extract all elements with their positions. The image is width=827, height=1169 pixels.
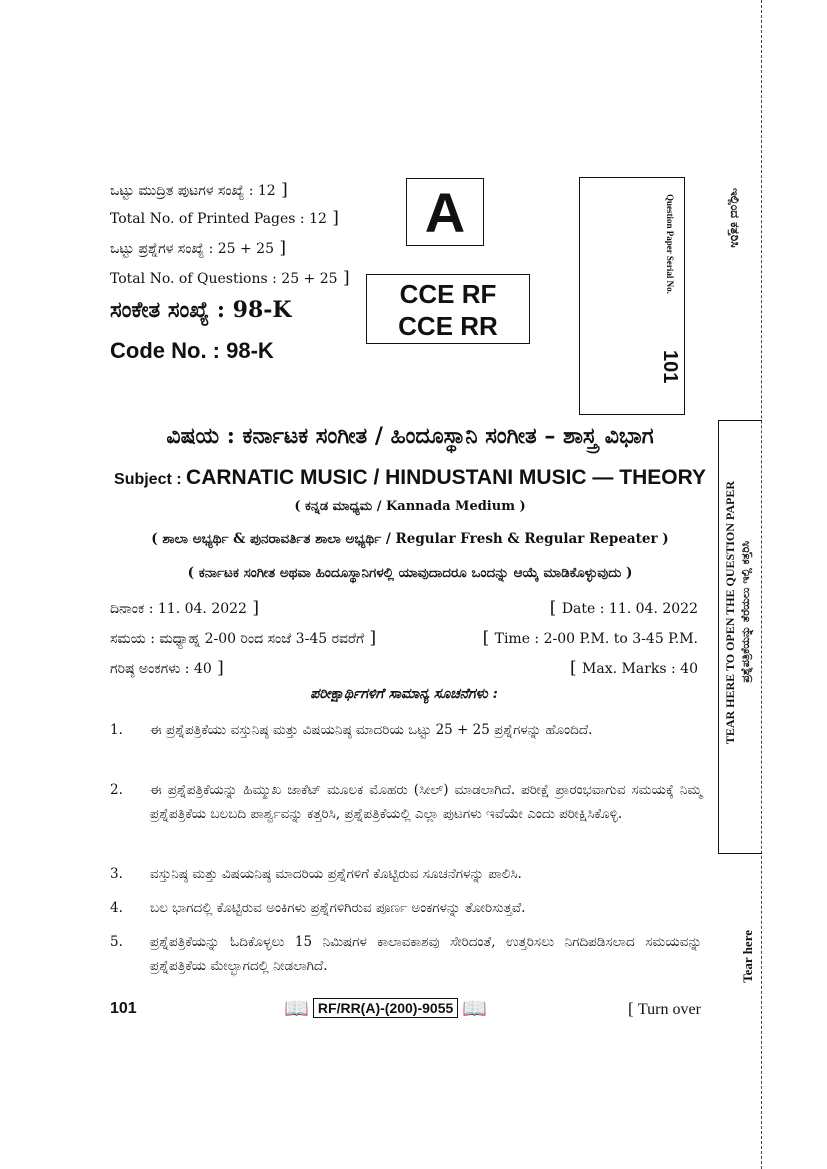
- version-box: [406, 178, 484, 246]
- instruction-item: [110, 930, 702, 978]
- instruction-number: 1.: [110, 722, 123, 738]
- footer-page-number: 101: [110, 1000, 137, 1017]
- subject-theory: THEORY: [619, 466, 706, 489]
- turn-over-label: [ Turn over: [628, 999, 701, 1019]
- instruction-number: 2.: [110, 782, 123, 798]
- code-number-kannada: ಸಂಕೇತ ಸಂಖ್ಯೆ : 98-K: [110, 297, 292, 323]
- instruction-number: 4.: [110, 900, 123, 916]
- choose-subject-line: ( ಕರ್ನಾಟಕ ಸಂಗೀತ ಅಥವಾ ಹಿಂದೂಸ್ಥಾನಿಗಳಲ್ಲಿ ಯಾವುದಾದರೂ ಒಂದನ್ನು ಆಯ್ಕೆ ಮಾಡಿಕೊಳ್ಳುವುದು ): [187, 565, 633, 581]
- exam-type-line2: CCE RR: [398, 311, 498, 341]
- subject-english: [110, 466, 710, 490]
- instruction-item: [110, 896, 702, 920]
- tear-instruction-english: TEAR HERE TO OPEN THE QUESTION PAPER: [723, 481, 737, 745]
- footer-code-group: [284, 998, 487, 1018]
- exam-type-line1: CCE RF: [399, 279, 497, 309]
- instructions-title: ಪರೀಕ್ಷಾರ್ಥಿಗಳಿಗೆ ಸಾಮಾನ್ಯ ಸೂಚನೆಗಳು :: [310, 686, 498, 702]
- total-pages-english: Total No. of Printed Pages : 12 ]: [110, 208, 339, 228]
- exam-type-box: [366, 274, 530, 344]
- code-number-english: Code No. : 98-K: [110, 338, 274, 363]
- total-questions-kannada: ಒಟ್ಟು ಪ್ರಶ್ನೆಗಳ ಸಂಖ್ಯೆ : 25 + 25 ]: [110, 238, 286, 258]
- total-pages-kannada: ಒಟ್ಟು ಮುದ್ರಿತ ಪುಟಗಳ ಸಂಖ್ಯೆ : 12 ]: [110, 180, 288, 200]
- version-letter: A: [424, 180, 466, 244]
- date-kannada: ದಿನಾಂಕ : 11. 04. 2022 ]: [110, 598, 259, 618]
- instruction-item: [110, 778, 702, 826]
- book-icon: 📖: [462, 996, 488, 1020]
- instruction-text: ಈ ಪ್ರಶ್ನೆಪತ್ರಿಕೆಯು ವಸ್ತುನಿಷ್ಠ ಮತ್ತು ವಿಷಯನಿಷ್ಠ ಮಾದರಿಯ ಒಟ್ಟು 25 + 25 ಪ್ರಶ್ನೆಗಳನ್ನು ಹೊಂದಿದೆ.: [150, 722, 593, 738]
- time-row: [110, 628, 698, 648]
- instruction-text: ಬಲ ಭಾಗದಲ್ಲಿ ಕೊಟ್ಟಿರುವ ಅಂಕಿಗಳು ಪ್ರಶ್ನೆಗಳಿಗಿರುವ ಪೂರ್ಣ ಅಂಕಗಳನ್ನು ತೋರಿಸುತ್ತವೆ.: [150, 900, 526, 916]
- subject-main: CARNATIC MUSIC / HINDUSTANI MUSIC —: [186, 466, 620, 489]
- marks-english: [ Max. Marks : 40: [570, 658, 698, 678]
- tear-box[interactable]: [718, 420, 762, 854]
- instruction-text: ಪ್ರಶ್ನೆಪತ್ರಿಕೆಯನ್ನು ಓದಿಕೊಳ್ಳಲು 15 ನಿಮಿಷಗಳ ಕಾಲಾವಕಾಶವು ಸೇರಿದಂತೆ, ಉತ್ತರಿಸಲು ನಿಗದಿಪಡಿಸಲಾದ ಸಮಯವನ್ನು ಪ್ರಶ್ನೆಪತ್ರಿಕೆಯ ಮೇಲ್ಭಾಗದಲ್ಲಿ ನೀಡಲಾಗಿದೆ.: [150, 934, 702, 974]
- medium-line: ( ಕನ್ನಡ ಮಾಧ್ಯಮ / Kannada Medium ): [294, 499, 526, 514]
- serial-number-box: [579, 177, 685, 415]
- tear-here-label: Tear here: [740, 930, 755, 983]
- time-kannada: ಸಮಯ : ಮಧ್ಯಾಹ್ನ 2-00 ರಿಂದ ಸಂಜೆ 3-45 ರವರೆಗೆ ]: [110, 628, 376, 648]
- subject-kannada: ವಿಷಯ : ಕರ್ನಾಟಕ ಸಂಗೀತ / ಹಿಂದೂಸ್ಥಾನಿ ಸಂಗೀತ – ಶಾಸ್ತ್ರ ವಿಭಾಗ: [166, 423, 654, 449]
- book-icon: 📖: [284, 996, 309, 1020]
- candidate-type-line: ( ಶಾಲಾ ಅಭ್ಯರ್ಥಿ & ಪುನರಾವರ್ತಿತ ಶಾಲಾ ಅಭ್ಯರ್ಥಿ / Regular Fresh & Regular Repeater ): [151, 531, 669, 547]
- instruction-number: 5.: [110, 934, 123, 950]
- total-questions-english: Total No. of Questions : 25 + 25 ]: [110, 268, 350, 288]
- date-english: [ Date : 11. 04. 2022: [550, 598, 698, 618]
- tear-instruction-kannada: ಪ್ರಶ್ನೆಪತ್ರಿಕೆಯನ್ನು ತೆರೆಯಲು ಇಲ್ಲಿ ಕತ್ತರಿಸಿ: [739, 541, 752, 683]
- footer-code: RF/RR(A)-(200)-9055: [313, 998, 458, 1018]
- instruction-number: 3.: [110, 866, 123, 882]
- instruction-text: ವಸ್ತುನಿಷ್ಠ ಮತ್ತು ವಿಷಯನಿಷ್ಠ ಮಾದರಿಯ ಪ್ರಶ್ನೆಗಳಿಗೆ ಕೊಟ್ಟಿರುವ ಸೂಚನೆಗಳನ್ನು ಪಾಲಿಸಿ.: [150, 866, 522, 882]
- cut-here-kannada: ಇಲ್ಲಿಂದ ಕತ್ತರಿಸಿ: [728, 188, 742, 248]
- subject-prefix: Subject :: [114, 471, 187, 488]
- serial-number: 101: [659, 350, 681, 384]
- marks-row: [110, 658, 698, 678]
- serial-label: Question Paper Serial No.: [665, 194, 675, 294]
- instruction-item: [110, 718, 702, 742]
- date-row: [110, 598, 698, 618]
- instruction-item: [110, 862, 702, 886]
- instruction-text: ಈ ಪ್ರಶ್ನೆಪತ್ರಿಕೆಯನ್ನು ಹಿಮ್ಮುಖ ಜಾಕೆಟ್ ಮೂಲಕ ಮೊಹರು (ಸೀಲ್) ಮಾಡಲಾಗಿದೆ. ಪರೀಕ್ಷೆ ಪ್ರಾರಂಭವಾಗುವ ಸಮಯಕ್ಕೆ ನಿಮ್ಮ ಪ್ರಶ್ನೆಪತ್ರಿಕೆಯ ಬಲಬದಿ ಪಾರ್ಶ್ವವನ್ನು ಕತ್ತರಿಸಿ, ಪ್ರಶ್ನೆಪತ್ರಿಕೆಯಲ್ಲಿ ಎಲ್ಲಾ ಪುಟಗಳು ಇವೆಯೇ ಎಂದು ಪರೀಕ್ಷಿಸಿಕೊಳ್ಳಿ.: [150, 782, 702, 822]
- marks-kannada: ಗರಿಷ್ಠ ಅಂಕಗಳು : 40 ]: [110, 658, 224, 678]
- time-english: [ Time : 2-00 P.M. to 3-45 P.M.: [483, 628, 698, 648]
